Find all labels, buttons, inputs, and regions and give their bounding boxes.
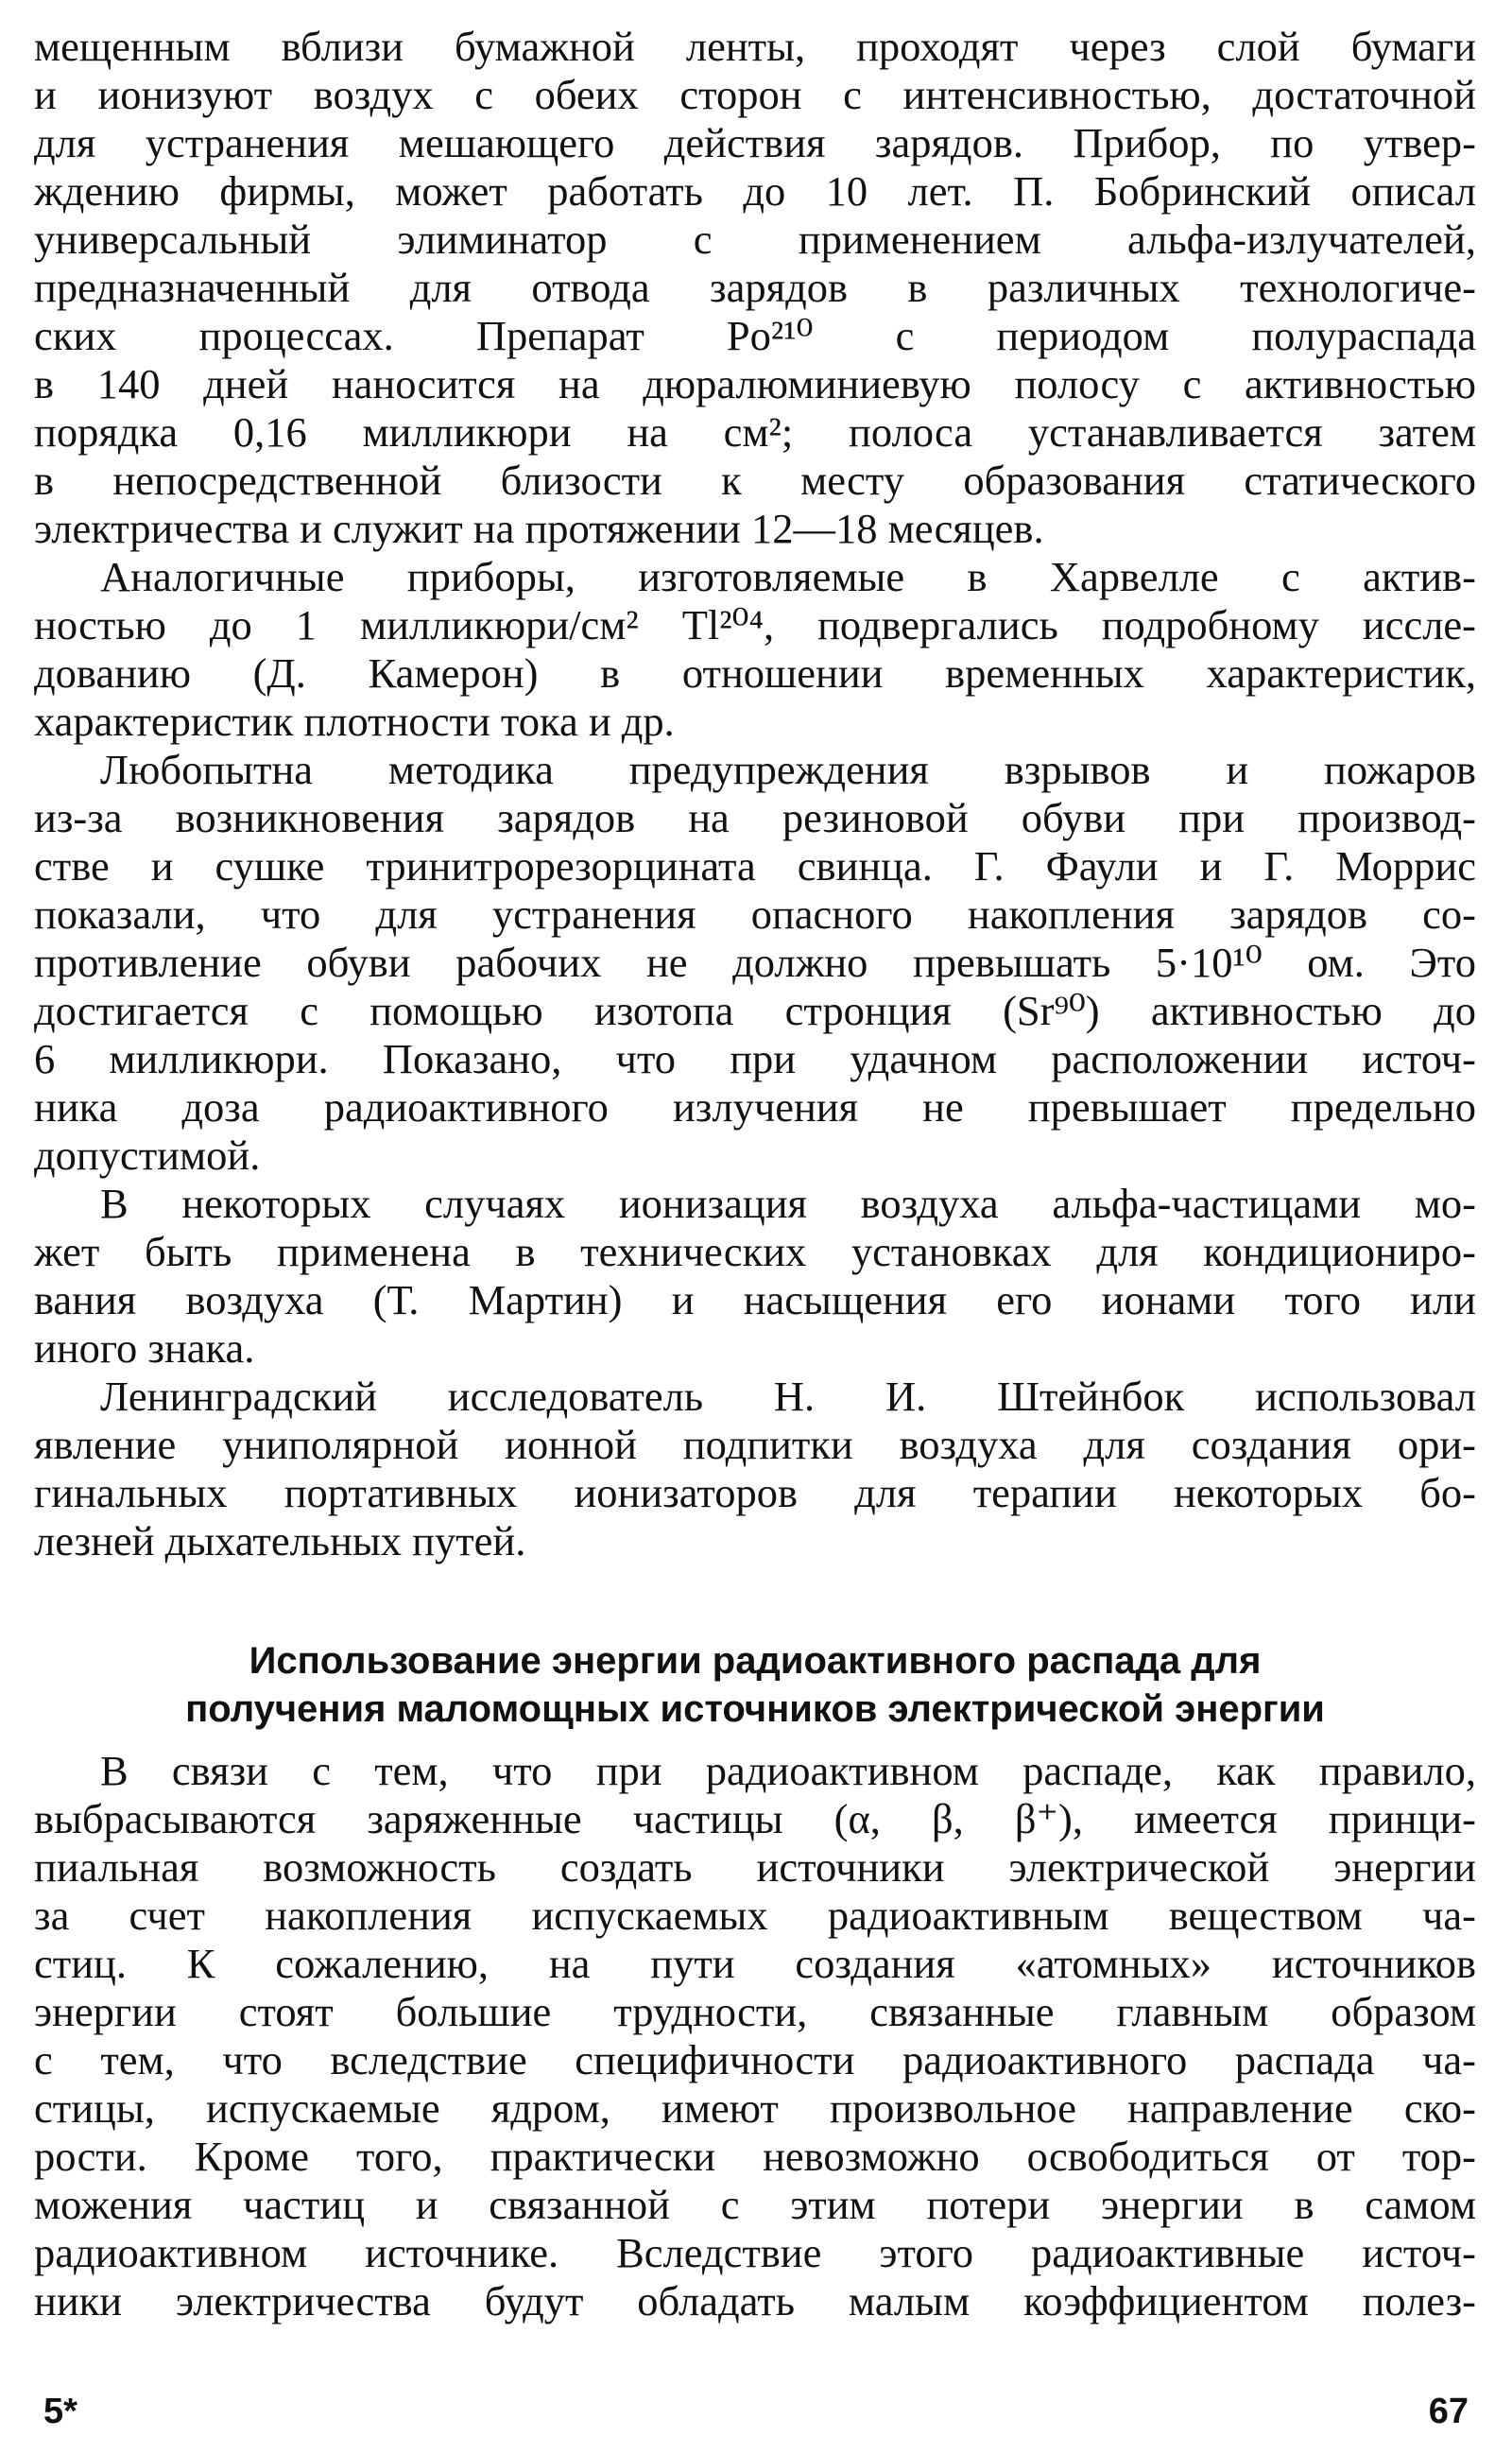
paragraph-1 bbox=[34, 23, 1476, 553]
body-text bbox=[34, 23, 1476, 2325]
text-line: выбрасываются заряженные частицы (α, β, β⁺), имеется принци- bbox=[34, 1795, 1476, 1842]
text-line: энергии стоят большие трудности, связанные главным образом bbox=[34, 1988, 1476, 2035]
text-line: за счет накопления испускаемых радиоактивным веществом ча- bbox=[34, 1892, 1476, 1939]
text-line: противление обуви рабочих не должно превышать 5·10¹⁰ ом. Это bbox=[34, 939, 1476, 986]
text-line: для устранения мешающего действия зарядов. Прибор, по утвер- bbox=[34, 119, 1476, 166]
text-line: мещенным вблизи бумажной ленты, проходят через слой бумаги bbox=[34, 23, 1476, 70]
text-line: электричества и служит на протяжении 12—18 месяцев. bbox=[34, 505, 1044, 552]
page-number: 67 bbox=[1428, 2392, 1469, 2431]
paragraph-5 bbox=[34, 1373, 1476, 1565]
text-line: в 140 дней наносится на дюралюминиевую полосу с активностью bbox=[34, 360, 1476, 407]
text-line: дованию (Д. Камерон) в отношении временных характеристик, bbox=[34, 649, 1476, 697]
paragraph-4 bbox=[34, 1180, 1476, 1373]
text-line: ностью до 1 милликюри/см² Tl²⁰⁴, подвергались подробному иссле- bbox=[34, 601, 1476, 648]
text-line: ских процессах. Препарат Po²¹⁰ с периодом полураспада bbox=[34, 312, 1476, 359]
text-line: стицы, испускаемые ядром, имеют произвольное направление ско- bbox=[34, 2084, 1476, 2132]
text-line: явление униполярной ионной подпитки воздуха для создания ори- bbox=[34, 1421, 1476, 1468]
text-line: жет быть применена в технических установках для кондициониро- bbox=[34, 1228, 1476, 1275]
text-line: достигается с помощью изотопа стронция (Sr⁹⁰) активностью до bbox=[34, 987, 1476, 1034]
paragraph-6 bbox=[34, 1747, 1476, 2325]
section-heading-line-1: Использование энергии радиоактивного распада для bbox=[249, 1640, 1262, 1682]
section-heading bbox=[34, 1637, 1476, 1734]
text-line: и ионизуют воздух с обеих сторон с интенсивностью, достаточной bbox=[34, 71, 1476, 118]
text-line: лезней дыхательных путей. bbox=[34, 1517, 526, 1564]
text-line: Аналогичные приборы, изготовляемые в Харвелле с актив- bbox=[100, 553, 1476, 600]
text-line: ники электричества будут обладать малым коэффициентом полез- bbox=[34, 2277, 1476, 2324]
text-line: стиц. К сожалению, на пути создания «атомных» источников bbox=[34, 1940, 1476, 1987]
text-line: из-за возникновения зарядов на резиновой обуви при производ- bbox=[34, 794, 1476, 841]
text-line: ника доза радиоактивного излучения не превышает предельно bbox=[34, 1083, 1476, 1131]
text-line: характеристик плотности тока и др. bbox=[34, 698, 675, 745]
text-line: Ленинградский исследователь Н. И. Штейнбок использовал bbox=[100, 1373, 1476, 1420]
heading-spacer bbox=[34, 1734, 1476, 1747]
text-line: универсальный элиминатор с применением альфа-излучателей, bbox=[34, 216, 1476, 263]
section-heading-line-2: получения маломощных источников электрической энергии bbox=[185, 1688, 1325, 1730]
text-line: гинальных портативных ионизаторов для терапии некоторых бо- bbox=[34, 1469, 1476, 1516]
text-line: ждению фирмы, может работать до 10 лет. П. Бобринский описал bbox=[34, 167, 1476, 215]
text-line: рости. Кроме того, практически невозможно освободиться от тор- bbox=[34, 2133, 1476, 2180]
section-spacer bbox=[34, 1565, 1476, 1637]
text-line: показали, что для устранения опасного накопления зарядов со- bbox=[34, 890, 1476, 938]
text-line: вания воздуха (Т. Мартин) и насыщения его ионами того или bbox=[34, 1276, 1476, 1323]
text-line: предназначенный для отвода зарядов в различных технологиче- bbox=[34, 264, 1476, 311]
text-line: 6 милликюри. Показано, что при удачном расположении источ- bbox=[34, 1035, 1476, 1082]
text-line: иного знака. bbox=[34, 1324, 255, 1372]
text-line: можения частиц и связанной с этим потери энергии в самом bbox=[34, 2181, 1476, 2228]
text-line: В связи с тем, что при радиоактивном распаде, как правило, bbox=[100, 1747, 1476, 1794]
text-line: В некоторых случаях ионизация воздуха альфа-частицами мо- bbox=[100, 1180, 1476, 1227]
text-line: порядка 0,16 милликюри на см²; полоса устанавливается затем bbox=[34, 408, 1476, 456]
text-line: в непосредственной близости к месту образования статического bbox=[34, 457, 1476, 504]
paragraph-2 bbox=[34, 553, 1476, 746]
text-line: пиальная возможность создать источники электрической энергии bbox=[34, 1843, 1476, 1891]
printer-signature: 5* bbox=[43, 2392, 77, 2431]
text-line: с тем, что вследствие специфичности радиоактивного распада ча- bbox=[34, 2036, 1476, 2083]
text-line: Любопытна методика предупреждения взрывов и пожаров bbox=[100, 746, 1476, 793]
text-line: радиоактивном источнике. Вследствие этого радиоактивные источ- bbox=[34, 2229, 1476, 2276]
text-line: стве и сушке тринитрорезорцината свинца. Г. Фаули и Г. Моррис bbox=[34, 842, 1476, 890]
paragraph-3 bbox=[34, 746, 1476, 1180]
text-line: допустимой. bbox=[34, 1132, 261, 1179]
page-footer bbox=[43, 2392, 1469, 2432]
